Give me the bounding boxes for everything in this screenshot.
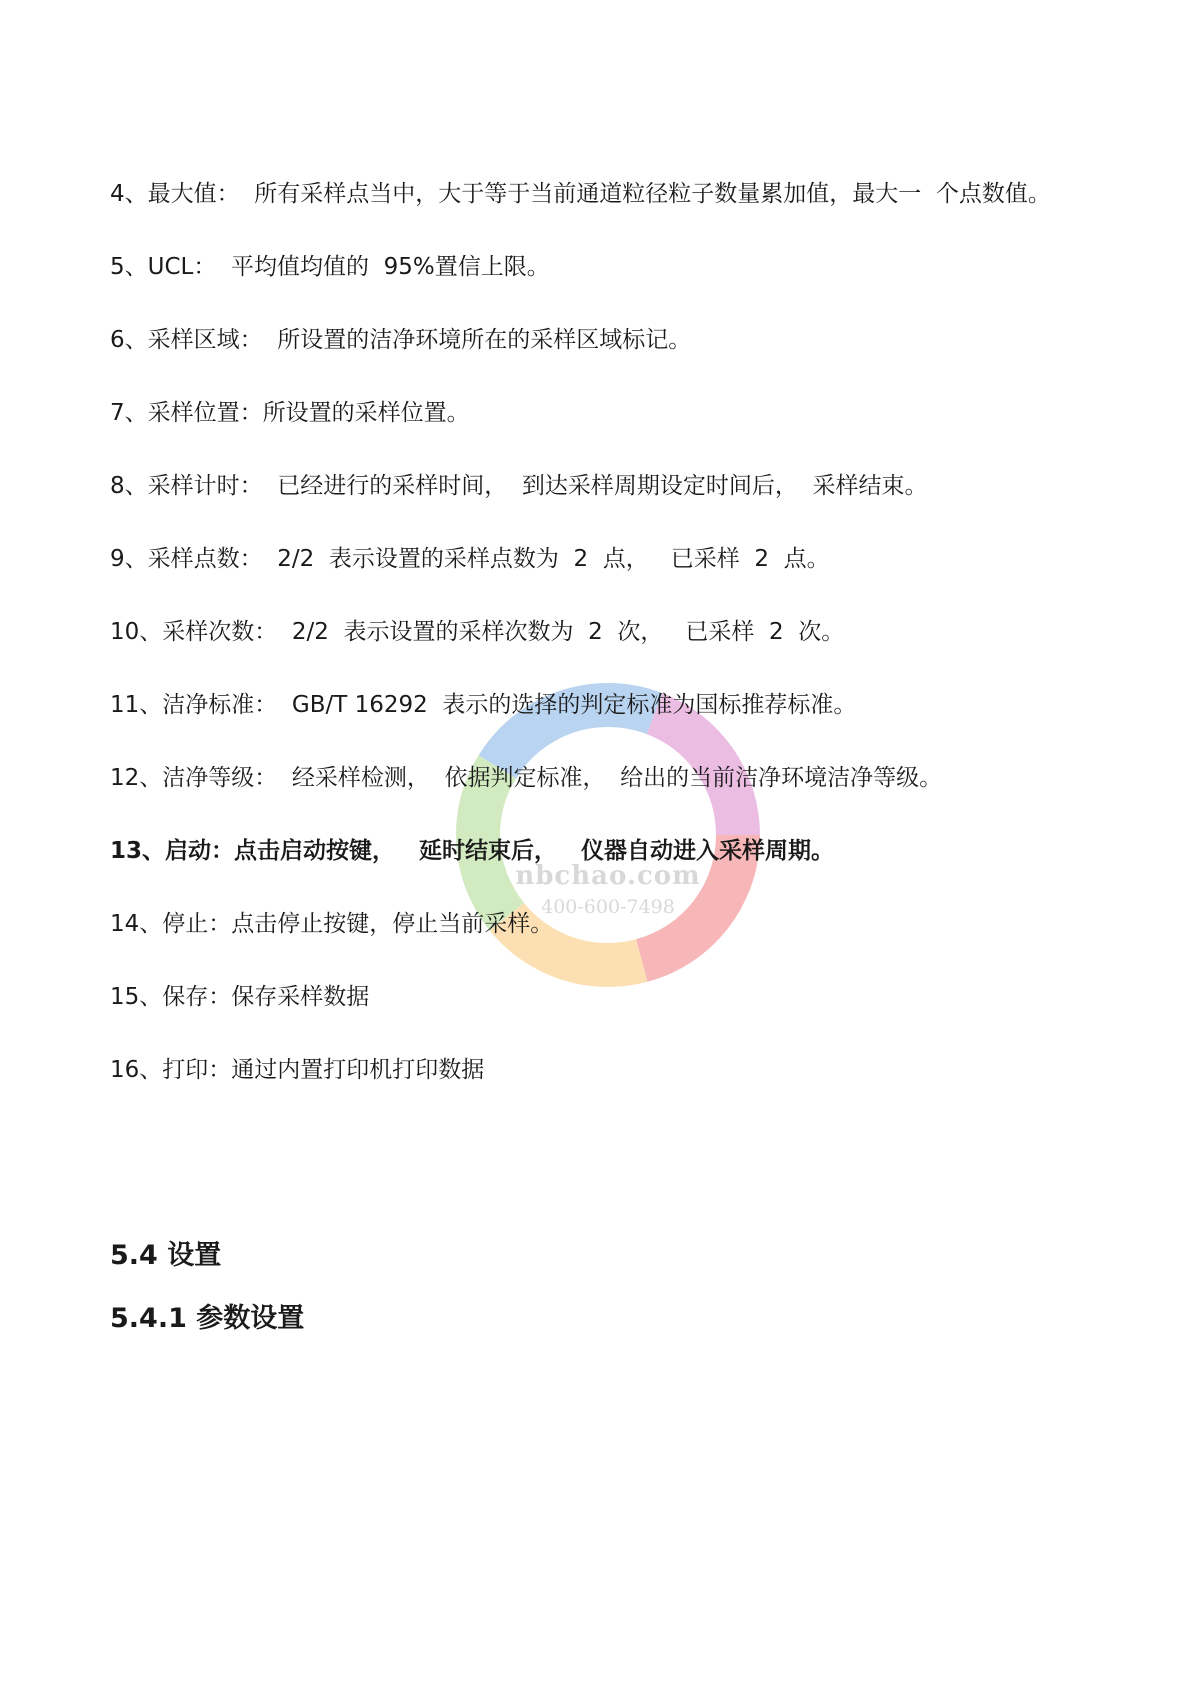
list-item-highlighted: 13、启动：点击启动按键， 延时结束后， 仪器自动进入采样周期。 (110, 838, 835, 864)
list-item: 11、洁净标准： GB/T 16292 表示的选择的判定标准为国标推荐标准。 (110, 692, 857, 718)
subsection-heading: 5.4.1 参数设置 (110, 1303, 305, 1334)
section-heading: 5.4 设置 (110, 1240, 222, 1271)
list-item: 14、停止：点击停止按键，停止当前采样。 (110, 911, 554, 937)
list-item: 8、采样计时： 已经进行的采样时间， 到达采样周期设定时间后， 采样结束。 (110, 473, 928, 499)
list-item: 6、采样区域： 所设置的洁净环境所在的采样区域标记。 (110, 327, 692, 353)
list-item: 12、洁净等级： 经采样检测， 依据判定标准， 给出的当前洁净环境洁净等级。 (110, 765, 943, 791)
list-item: 10、采样次数： 2/2 表示设置的采样次数为 2 次， 已采样 2 次。 (110, 619, 845, 645)
watermark-phone: 400-600-7498 (541, 896, 675, 918)
list-item: 5、UCL： 平均值均值的 95%置信上限。 (110, 254, 550, 280)
list-item: 15、保存：保存采样数据 (110, 984, 370, 1010)
list-item: 9、采样点数： 2/2 表示设置的采样点数为 2 点， 已采样 2 点。 (110, 546, 830, 572)
list-item: 16、打印：通过内置打印机打印数据 (110, 1057, 485, 1083)
list-item: 4、最大值： 所有采样点当中，大于等于当前通道粒径粒子数量累加值，最大一 个点数值。 (110, 181, 1051, 207)
definition-list (110, 177, 1110, 1126)
watermark-brand: nbchao.com (515, 861, 701, 891)
list-item: 7、采样位置：所设置的采样位置。 (110, 400, 470, 426)
